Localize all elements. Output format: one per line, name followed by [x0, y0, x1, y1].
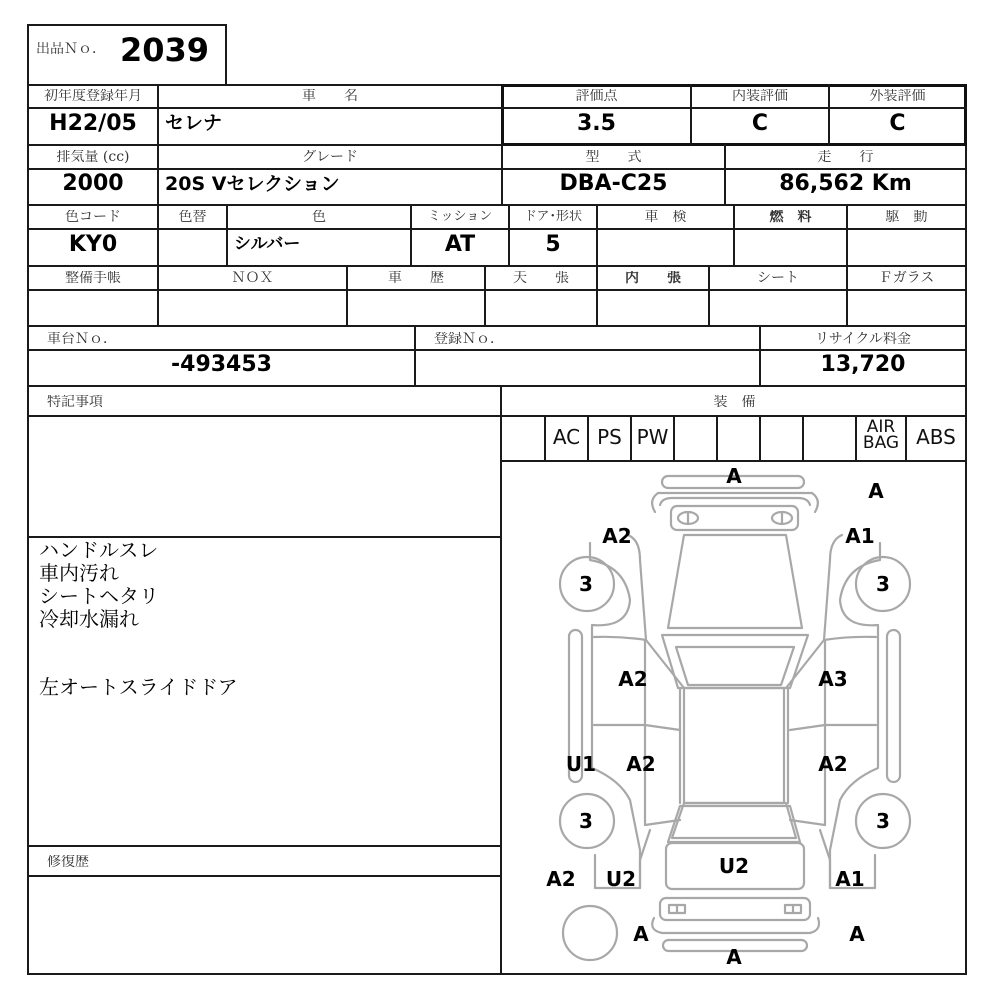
damage-mark-front-left-tire: 3	[579, 809, 593, 833]
car-name-value: セレナ	[165, 114, 223, 133]
recycle-fee-label: リサイクル料金	[814, 332, 912, 346]
damage-mark-right-front-door: A2	[818, 752, 848, 776]
first-registration-label: 初年度登録年月	[44, 89, 142, 103]
grade-label: グレード	[302, 150, 358, 164]
roof-outline-icon	[662, 635, 808, 688]
rear-window-icon	[668, 535, 802, 628]
color-value: シルバー	[234, 236, 301, 253]
seat-label: シート	[757, 271, 799, 285]
damage-mark-front-right-fender: A1	[835, 867, 865, 891]
color-label: 色	[312, 210, 326, 224]
fuel-label: 燃 料	[769, 210, 812, 224]
interior-trim-label: 内 張	[625, 271, 681, 285]
exterior-grade-label: 外装評価	[869, 89, 926, 103]
front-lamp-bar-icon	[660, 898, 810, 920]
transmission-label: ミッション	[427, 210, 493, 223]
interior-grade-value: C	[751, 113, 769, 135]
equipment-pw: PW	[636, 425, 669, 449]
lot-number-value: 2039	[120, 34, 210, 66]
damage-mark-rear-right-quarter: A1	[845, 524, 875, 548]
damage-mark-front-left-corner: A	[633, 922, 649, 946]
color-change-label: 色替	[178, 210, 207, 224]
remark-extra: 左オートスライドドア	[39, 675, 238, 699]
equipment-ac: AC	[552, 425, 581, 449]
damage-mark-rear-left-tire: 3	[579, 572, 593, 596]
transmission-value: AT	[444, 234, 476, 256]
drive-label: 駆 動	[885, 210, 928, 224]
recycle-fee-value: 13,720	[820, 354, 906, 376]
color-code-label: 色コード	[65, 210, 121, 224]
equipment-label: 装 備	[713, 395, 756, 409]
windshield-icon	[672, 803, 796, 838]
right-sill-icon	[887, 630, 900, 782]
score-value: 3.5	[577, 113, 616, 135]
remark-item: 車内汚れ	[39, 561, 119, 585]
equipment-abs: ABS	[916, 425, 956, 449]
damage-mark-front-bumper: A	[726, 945, 742, 969]
headliner-label: 天 張	[513, 271, 569, 285]
damage-mark-left-front-door: A2	[626, 752, 656, 776]
chassis-number-value: -493453	[171, 354, 272, 376]
exterior-grade-value: C	[889, 113, 906, 135]
remarks-label: 特記事項	[47, 395, 103, 409]
interior-grade-label: 内装評価	[732, 89, 788, 103]
service-book-label: 整備手帳	[65, 271, 121, 285]
car-name-label: 車 名	[302, 89, 358, 103]
airbag-line1: AIR	[866, 417, 896, 437]
damage-mark-right-rear-door: A3	[818, 667, 848, 691]
displacement-label: 排気量 (cc)	[56, 150, 130, 164]
displacement-value: 2000	[62, 173, 124, 195]
remark-item: 冷却水漏れ	[39, 607, 139, 631]
doors-value: 5	[545, 234, 561, 256]
rear-bumper-icon	[652, 493, 818, 512]
damage-mark-hood: U2	[718, 854, 750, 878]
chassis-number-label: 車台Ｎｏ．	[47, 332, 117, 346]
remark-item: ハンドルスレ	[39, 538, 159, 562]
damage-mark-left-sill: U1	[565, 752, 597, 776]
mileage-label: 走 行	[817, 150, 874, 164]
damage-mark-rear-right-tire: 3	[876, 572, 890, 596]
remark-item: シートヘタリ	[39, 584, 159, 608]
score-label: 評価点	[575, 89, 618, 103]
roof-panel-icon	[684, 688, 784, 803]
front-glass-label: Ｆガラス	[878, 271, 935, 285]
damage-mark-rear-bumper: A	[726, 464, 742, 488]
model-code-value: DBA-C25	[559, 173, 668, 195]
registration-number-label: 登録Ｎｏ．	[434, 332, 504, 346]
damage-mark-rear-right-corner: A	[868, 479, 884, 503]
grade-value: 20S Vセレクション	[165, 175, 340, 194]
car-history-label: 車 歴	[388, 271, 444, 285]
right-rear-quarter-icon	[830, 543, 880, 888]
doors-label: ドア･形状	[523, 210, 583, 223]
airbag-line2: BAG	[862, 433, 900, 454]
equipment-ps: PS	[597, 425, 622, 449]
left-rear-quarter-icon	[590, 543, 640, 888]
model-code-label: 型 式	[585, 150, 642, 164]
repair-history-label: 修復歴	[47, 855, 89, 869]
color-code-value: KY0	[68, 234, 118, 256]
damage-mark-front-left-fender: U2	[605, 867, 637, 891]
rear-lamp-bar-icon	[671, 506, 798, 530]
lot-number-label: 出品Ｎｏ．	[36, 42, 106, 56]
damage-mark-front-right-tire: 3	[876, 809, 890, 833]
damage-mark-front-left-outside: A2	[546, 867, 576, 891]
damage-mark-left-rear-door: A2	[618, 667, 648, 691]
nox-label: ＮＯＸ	[231, 271, 274, 285]
inspection-label: 車 検	[644, 210, 687, 224]
mileage-value: 86,562 Km	[779, 173, 912, 195]
spare-tire-icon	[563, 906, 617, 960]
damage-mark-rear-left-quarter: A2	[602, 524, 632, 548]
damage-mark-front-right-corner: A	[849, 922, 865, 946]
first-registration-value: H22/05	[49, 113, 137, 135]
